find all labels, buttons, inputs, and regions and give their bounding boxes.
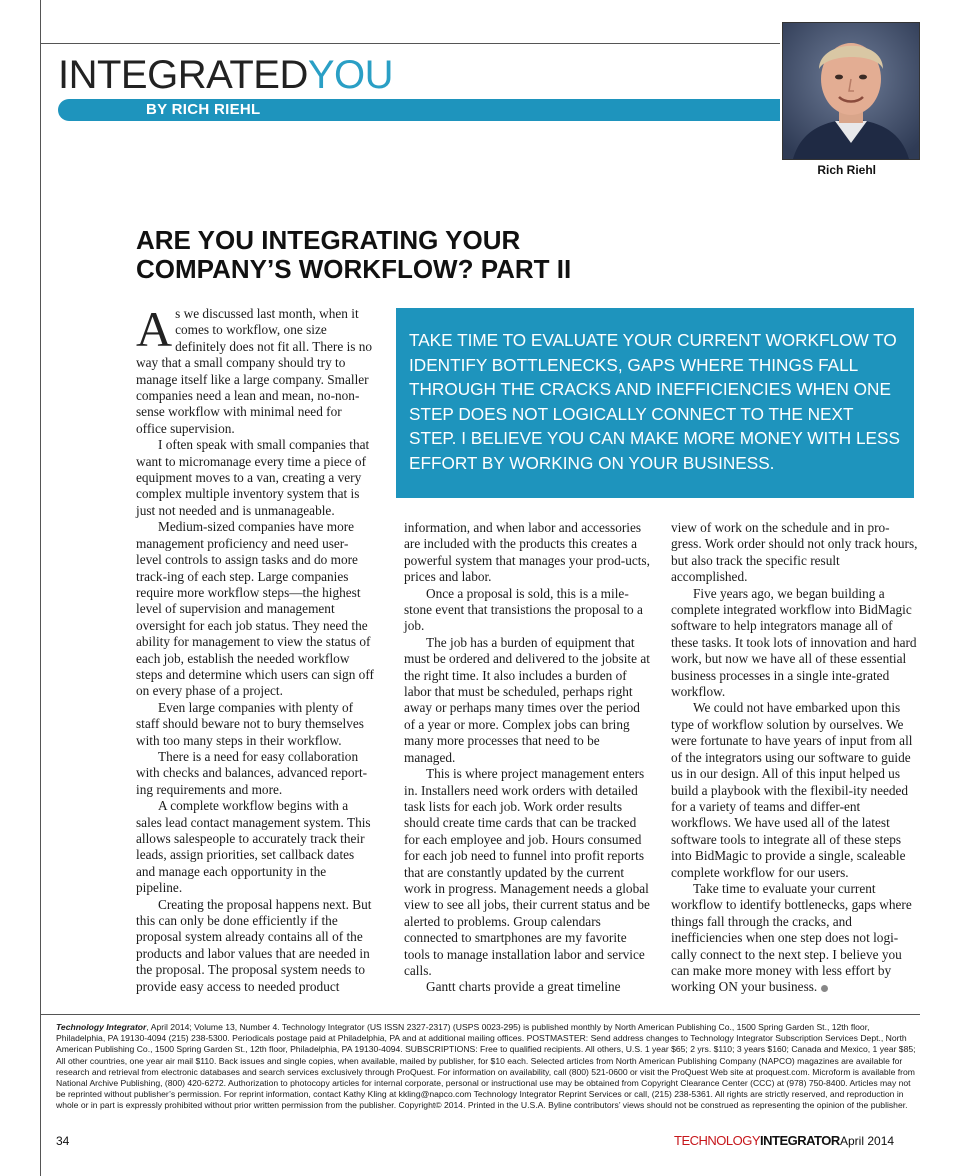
top-rule — [40, 43, 780, 44]
pull-quote-box — [396, 308, 914, 498]
paragraph: Once a proposal is sold, this is a mile-stone event that transistions the proposal to a job. — [404, 585, 643, 634]
pull-quote-text: TAKE TIME TO EVALUATE YOUR CURRENT WORKFLOW TO IDENTIFY BOTTLENECKS, GAPS WHERE THINGS FALL THROUGH THE CRACKS AND INEFFICIENCIES WHEN ONE STEP DOES NOT LOGICALLY CONNECT TO THE NEXT STEP. I BELIEVE YOU CAN MAKE MORE MONEY WITH LESS EFFORT BY WORKING ON YOUR BUSINESS. — [409, 330, 900, 473]
paragraph: Five years ago, we began building a complete integrated workflow into BidMagic software to help integrators manage all of these tasks. It took lots of innovation and hard work, but now we have all of these essential business processes in a single inte-grated workflow. — [671, 585, 917, 700]
magazine-logo — [674, 1133, 840, 1148]
publication-name: Technology Integrator — [56, 1022, 147, 1032]
paragraph: We could not have embarked upon this type of workflow solution by ourselves. We were fortunate to have years of input from all of the integrators using our software to guide us in our design. All of this input helped us build a playbook with the flexibil-ity needed for a variety of teams and differ-ent workflows. We have used all of the latest software tools to integrate all of these steps into BidMagic to provide a single, scaleable complete workflow for our users. — [671, 700, 913, 880]
headline-line-2: COMPANY’S WORKFLOW? PART II — [136, 254, 572, 284]
author-photo-caption: Rich Riehl — [817, 163, 876, 177]
section-title-prefix: INTEGRATED — [58, 53, 308, 97]
article-column-3 — [671, 520, 919, 996]
author-portrait-image — [783, 23, 919, 159]
paragraph: A complete workflow begins with a sales lead contact management system. This allows salespeople to accurately track their leads, assign priorities, set callback dates and manage each opportunity in the pipeline. — [136, 798, 371, 896]
author-photo — [782, 22, 920, 160]
paragraph: Creating the proposal happens next. But this can only be done efficiently if the proposal system already contains all of the products and labor values that are needed in the proposal. The proposal system needs to provide easy access to needed product — [136, 896, 372, 994]
headline-line-1: ARE YOU INTEGRATING YOUR — [136, 225, 521, 255]
byline: BY RICH RIEHL — [146, 101, 261, 118]
drop-cap: A — [136, 301, 173, 357]
logo-part-2: INTEGRATOR — [760, 1133, 840, 1148]
paragraph: The job has a burden of equipment that must be ordered and delivered to the jobsite at the right time. It also includes a burden of labor that must be scheduled, perhaps right away or perhaps many times over the period of a year or more. Complex jobs can bring many more processes that need to be managed. — [404, 634, 650, 765]
paragraph-text: s we discussed last month, when it comes to workflow, one size definitely does not fit all. There is no way that a small company should try to manage itself like a large company. Smaller companies need a lean and mean, no-non-sense workflow with minimal need for office supervision. — [136, 306, 373, 436]
paragraph: Even large companies with plenty of staff should beware not to bury themselves with too many steps in their workflow. — [136, 699, 364, 748]
paragraph: Medium-sized companies have more management proficiency and need user-level controls to assign tasks and do more track-ing of each step. Large companies require more workflow steps—the highest level of supervision and management oversight for each job status. They need the ability for management to view the status of each job, establish the needed workflow steps and determine which users can sign off on every phase of a project. — [136, 519, 374, 699]
paragraph — [671, 881, 919, 996]
logo-part-1: TECHNOLOGY — [674, 1133, 761, 1148]
paragraph: view of work on the schedule and in pro-gress. Work order should not only track hours, but also track the specific result accomplished. — [671, 520, 918, 585]
paragraph: This is where project management enters in. Installers need work orders with detailed task lists for each job. Work order results should create time cards that can be tracked for each employee and job. Hours consumed for each job need to funnel into profit reports that are constantly updated by the current work in progress. Management needs a global view to see all jobs, their current status and be alerted to problems. Group calendars connected to smartphones are my favorite tools to manage installation labor and service calls. — [404, 766, 650, 978]
paragraph: I often speak with small companies that want to micromanage every time a piece of equipment moves to a van, creating a very complex multiple inventory system that is just not needed and is unmanageable. — [136, 437, 370, 518]
paragraph: information, and when labor and accessories are included with the products this creates a powerful system that manages your prod-ucts, prices and labor. — [404, 520, 650, 585]
footer-rule — [40, 1014, 920, 1015]
left-rule — [40, 0, 41, 1176]
end-mark-icon — [821, 985, 828, 992]
article-column-1 — [136, 301, 374, 995]
paragraph: Gantt charts provide a great timeline — [426, 979, 621, 995]
paragraph-text: Take time to evaluate your current workflow to identify bottlenecks, gaps where things fall through the cracks, and inefficiencies when one step does not logi-cally connect to the next step. I believe you can make more money with less effort by working ON your business. — [671, 880, 912, 995]
article-column-2 — [404, 520, 650, 996]
paragraph: There is a need for easy collaboration with checks and balances, advanced report-ing requirements and more. — [136, 748, 368, 797]
issue-date: April 2014 — [840, 1134, 895, 1148]
paragraph — [136, 301, 374, 437]
publication-notice — [56, 1022, 920, 1112]
section-title-suffix: YOU — [307, 53, 394, 97]
section-title — [58, 52, 393, 98]
page-number: 34 — [56, 1134, 70, 1148]
article-headline — [136, 226, 756, 284]
publication-notice-text: , April 2014; Volume 13, Number 4. Technology Integrator (US ISSN 2327-2317) (USPS 0023-295) is published monthly by North American Publishing Co., 1500 Spring Garden St., 12th floor, Philadelphia, PA 19130-4094 (215) 238-5300. Periodicals postage paid at Philadelphia, PA and at additional mailing offices. POSTMASTER: Send address changes to Technology Integrator Subscription Services Dept., North American Publishing Co., 1500 Spring Garden St., 12th floor, Philadelphia, PA 19130-4094. SUBSCRIPTIONS: Free to qualified recipients. All others, U.S. 1 year $65; 2 yrs. $110; 3 years $160; Canada and Mexico, 1 year $85; All other countries, one year air mail $110. Back issues and single copies, when available, mailed by publisher, for $10 each. Selected articles from North American Publishing Company (NAPCO) magazines are available for research and retrieval from electronic databases and search services exclusively through ProQuest. For information on availability, call (800) 521-0600 or visit the ProQuest Web site at proquest.com. Microform is available from National Archive Publishing, (800) 420-6272. Authorization to photocopy articles for internal corporate, personal or instructional use may be obtained from Copyright Clearance Center (CCC) at (978) 750-8400. Articles may not be reprinted without publisher’s permission. For reprint information, contact Kathy Kling at kkling@napco.com Technology Integrator Reprint Services or call, (215) 238-5361. All rights are strictly reserved, and reproduction in whole or in part is expressly prohibited without prior written permission from the publisher. Copyright© 2014. Printed in the U.S.A. Byline contributors’ views should not be construed as representing the opinion of the publisher. — [56, 1022, 916, 1111]
